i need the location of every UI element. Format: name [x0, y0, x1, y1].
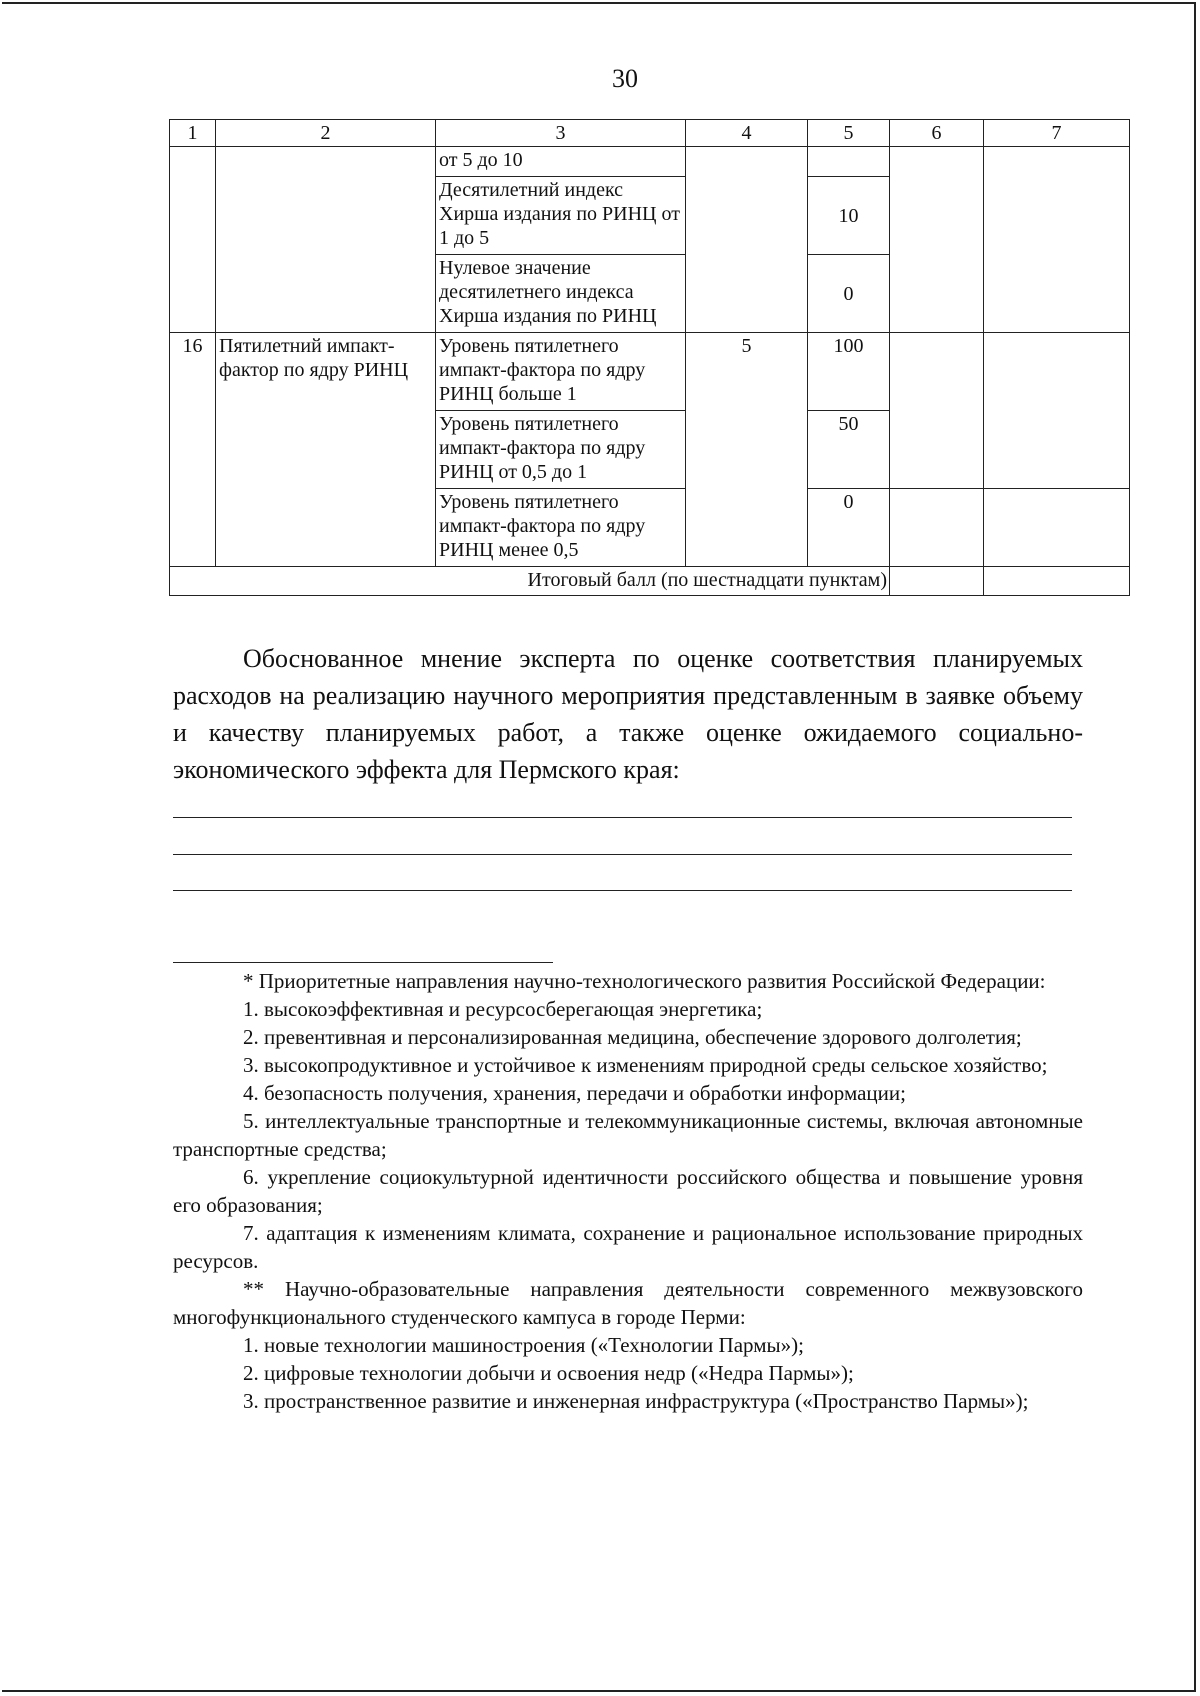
- num-cell: 16: [170, 333, 216, 567]
- comment-cell: [984, 333, 1130, 489]
- criterion-cell: Пятилетний импакт-фактор по ядру РИНЦ: [216, 333, 436, 567]
- footnote-item: 3. высокопродуктивное и устойчивое к изменениям природной среды сельское хозяйство;: [243, 1053, 1048, 1077]
- weight-cell: 5: [686, 333, 808, 567]
- num-cell: [170, 147, 216, 333]
- header-cell: 5: [808, 120, 890, 147]
- score-cell: 0: [808, 255, 890, 333]
- header-cell: 7: [984, 120, 1130, 147]
- expert-opinion-paragraph: [173, 640, 1083, 788]
- header-cell: 2: [216, 120, 436, 147]
- score-cell: [808, 147, 890, 177]
- table-row: [170, 333, 1130, 411]
- footnote-item: 3. пространственное развитие и инженерная инфраструктура («Пространство Пармы»);: [243, 1389, 1029, 1413]
- footnote-item: 2. цифровые технологии добычи и освоения недр («Недра Пармы»);: [243, 1361, 854, 1385]
- condition-cell: Уровень пятилетнего импакт-фактора по ядру РИНЦ менее 0,5: [436, 489, 686, 567]
- footnote-item: 6. укрепление социокультурной идентичности российского общества и повышение уровня его образования;: [173, 1165, 1083, 1217]
- answer-line: [173, 890, 1072, 891]
- answer-line: [173, 817, 1072, 818]
- footnotes: [173, 967, 1083, 1415]
- table-header-row: [170, 120, 1130, 147]
- footnote-item: 1. новые технологии машиностроения («Технологии Пармы»);: [243, 1333, 804, 1357]
- score-cell: 10: [808, 177, 890, 255]
- score-cell: 50: [808, 411, 890, 489]
- footnote-separator: [173, 962, 553, 963]
- weight-cell: [686, 147, 808, 333]
- footnote-item: 5. интеллектуальные транспортные и телекоммуникационные системы, включая автономные транспортные средства;: [173, 1109, 1083, 1161]
- header-cell: 3: [436, 120, 686, 147]
- footnote-item: 4. безопасность получения, хранения, передачи и обработки информации;: [243, 1081, 906, 1105]
- score-cell: 0: [808, 489, 890, 567]
- condition-cell: Уровень пятилетнего импакт-фактора по ядру РИНЦ больше 1: [436, 333, 686, 411]
- header-cell: 4: [686, 120, 808, 147]
- expert-score-cell: [890, 333, 984, 489]
- table-row: [170, 147, 1130, 177]
- condition-cell: от 5 до 10: [436, 147, 686, 177]
- footnote-item: 7. адаптация к изменениям климата, сохранение и рациональное использование природных ресурсов.: [173, 1221, 1083, 1273]
- score-cell: 100: [808, 333, 890, 411]
- page-number: 30: [612, 64, 638, 93]
- total-row: [170, 567, 1130, 596]
- expert-opinion-text: Обоснованное мнение эксперта по оценке соответствия планируемых расходов на реализацию научного мероприятия представленным в заявке объему и качеству планируемых работ, а также оценке ожидаемого социально-экономического эффекта для Пермского края:: [173, 644, 1083, 784]
- criteria-table: [169, 119, 1130, 596]
- footnote-paragraph: * Приоритетные направления научно-технологического развития Российской Федерации:: [243, 969, 1046, 993]
- criterion-cell: [216, 147, 436, 333]
- footnote-item: 1. высокоэффективная и ресурсосберегающая энергетика;: [243, 997, 763, 1021]
- total-label: Итоговый балл (по шестнадцати пунктам): [170, 567, 890, 596]
- total-score-cell: [890, 567, 984, 596]
- condition-cell: Десятилетний индекс Хирша издания по РИНЦ от 1 до 5: [436, 177, 686, 255]
- answer-line: [173, 854, 1072, 855]
- header-cell: 1: [170, 120, 216, 147]
- header-cell: 6: [890, 120, 984, 147]
- total-comment-cell: [984, 567, 1130, 596]
- condition-cell: Уровень пятилетнего импакт-фактора по ядру РИНЦ от 0,5 до 1: [436, 411, 686, 489]
- expert-score-cell: [890, 489, 984, 567]
- expert-score-cell: [890, 147, 984, 333]
- footnote-paragraph: ** Научно-образовательные направления деятельности современного межвузовского многофункционального студенческого кампуса в городе Перми:: [173, 1277, 1083, 1329]
- comment-cell: [984, 489, 1130, 567]
- condition-cell: Нулевое значение десятилетнего индекса Хирша издания по РИНЦ: [436, 255, 686, 333]
- comment-cell: [984, 147, 1130, 333]
- footnote-item: 2. превентивная и персонализированная медицина, обеспечение здорового долголетия;: [243, 1025, 1022, 1049]
